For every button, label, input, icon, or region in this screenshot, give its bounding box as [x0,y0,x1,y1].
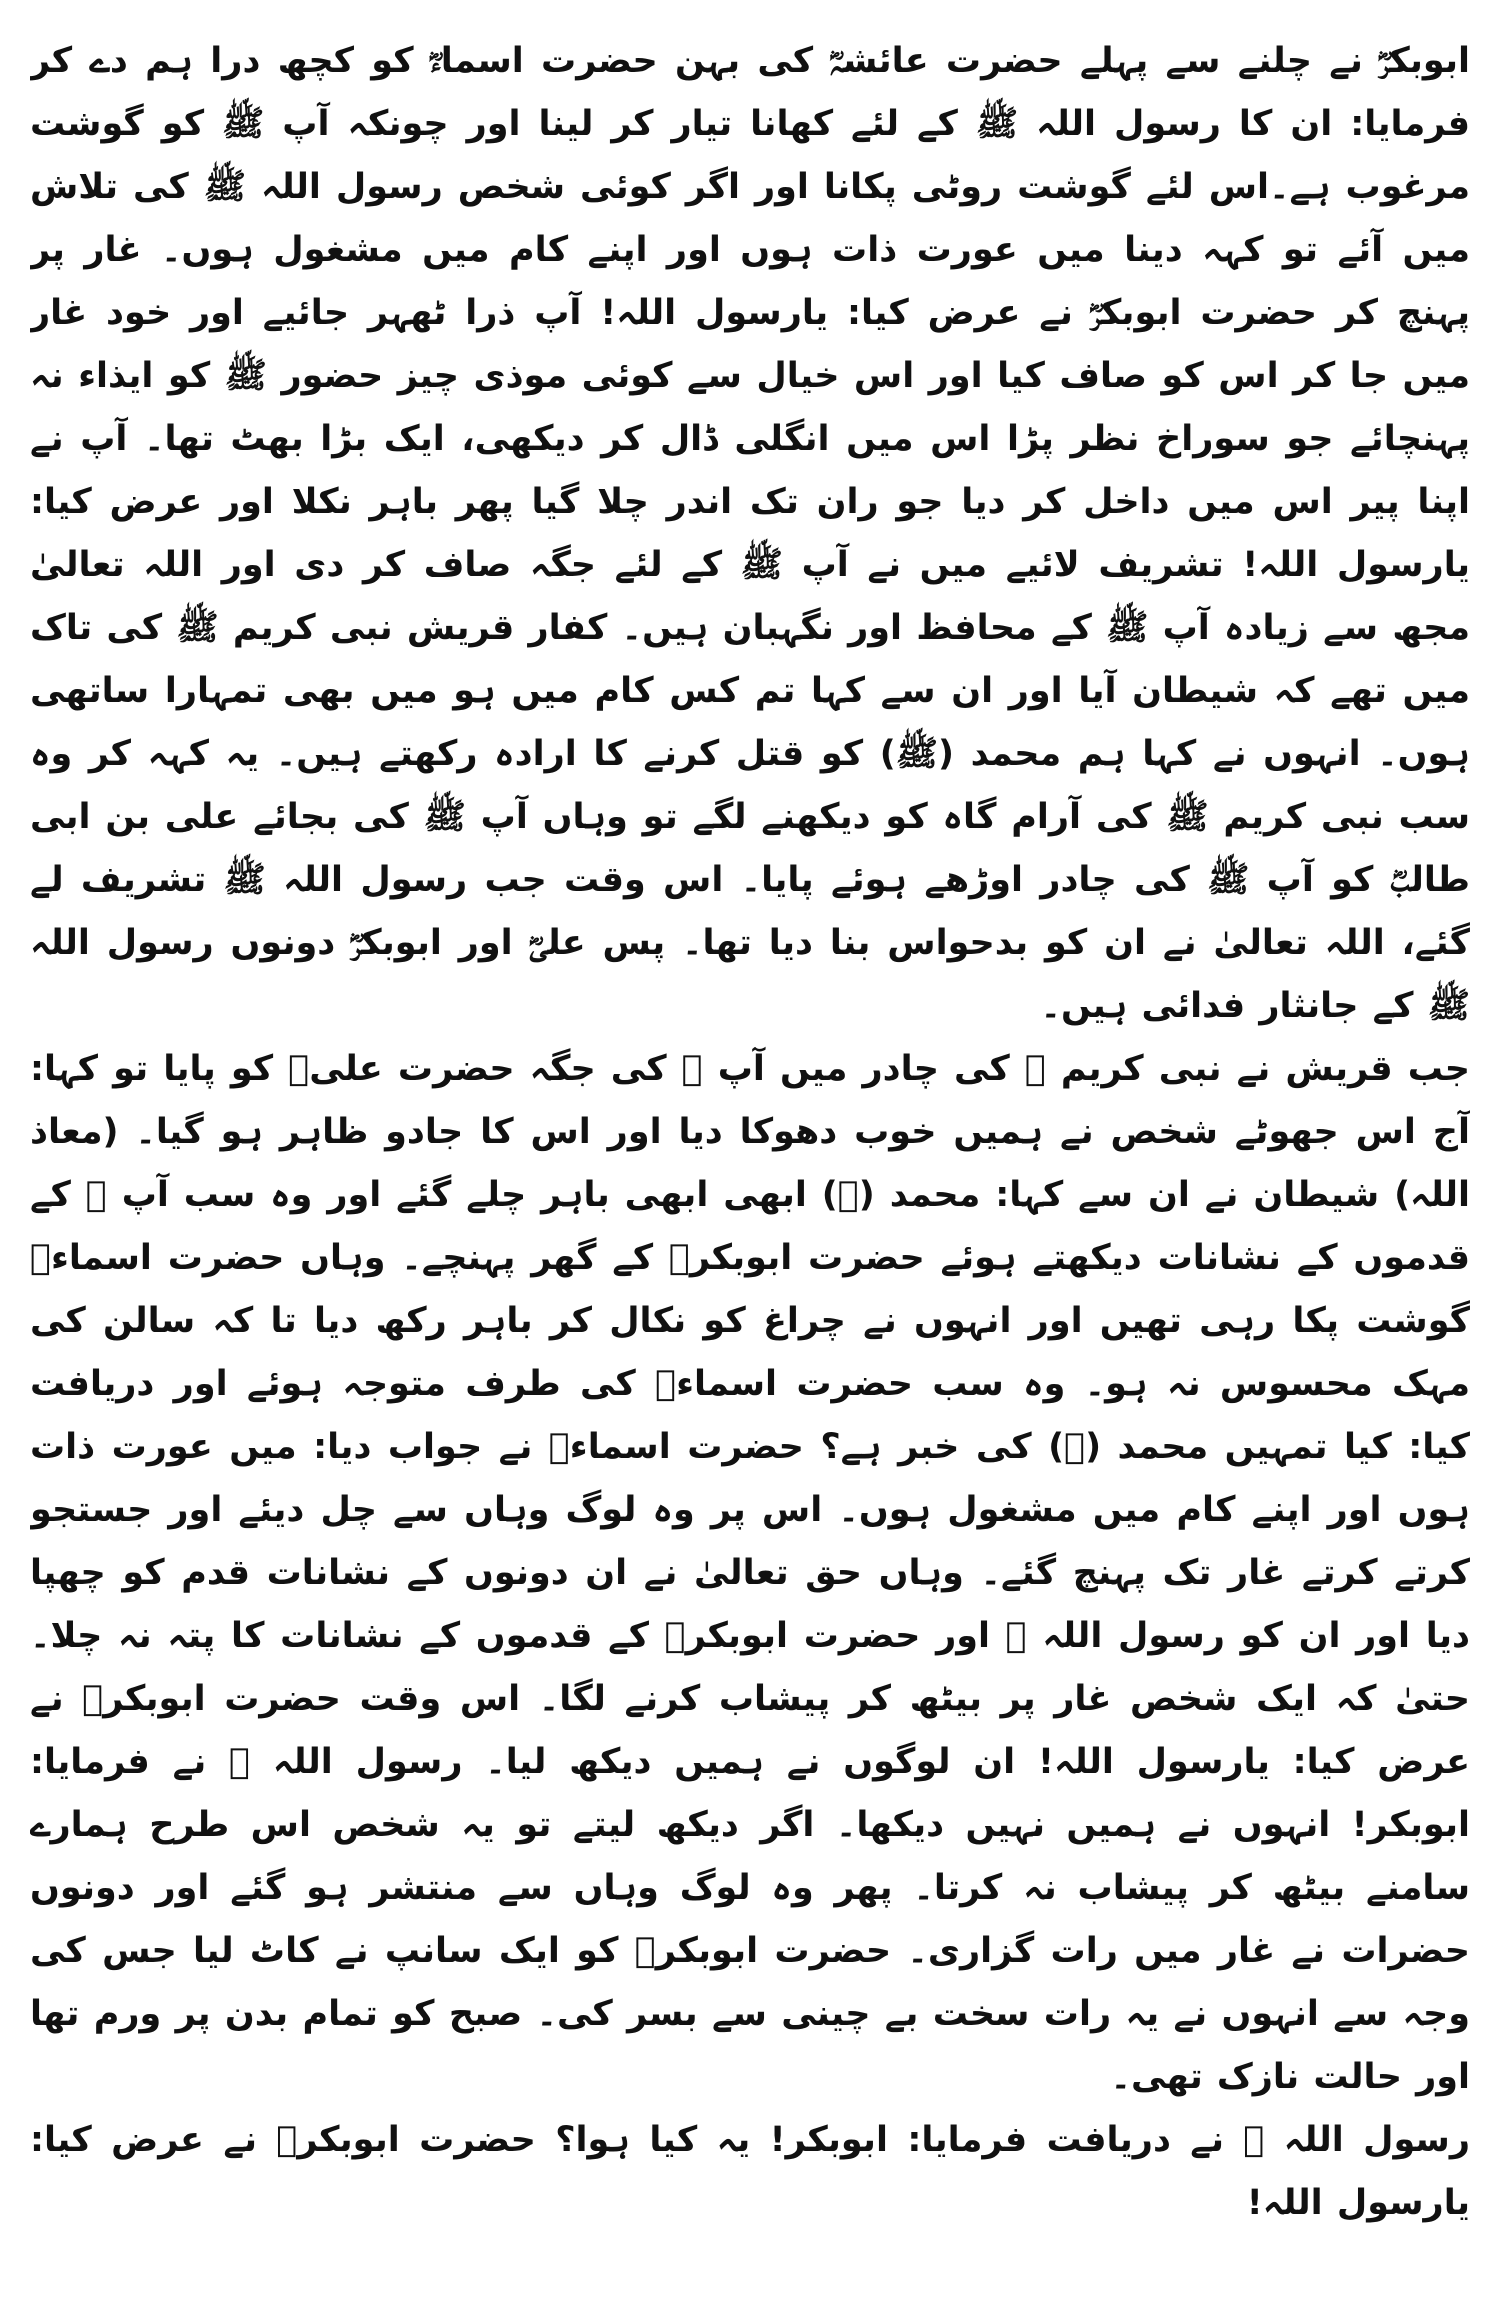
paragraph-2: جب قریش نے نبی کریم ﷺ کی چادر میں آپ ﷺ کی جگہ حضرت علیؓ کو پایا تو کہا: آج اس جھوٹے شخص نے ہمیں خوب دھوکا دیا اور اس کا جادو ظاہر ہو گیا۔ (معاذ اللہ) شیطان نے ان سے کہا: محمد (ﷺ) ابھی ابھی باہر چلے گئے اور وہ سب آپ ﷺ کے قدموں کے نشانات دیکھتے ہوئے حضرت ابوبکرؓ کے گھر پہنچے۔ وہاں حضرت اسماءؓ گوشت پکا رہی تھیں اور انہوں نے چراغ کو نکال کر باہر رکھ دیا تا کہ سالن کی مہک محسوس نہ ہو۔ وہ سب حضرت اسماءؓ کی طرف متوجہ ہوئے اور دریافت کیا: کیا تمہیں محمد (ﷺ) کی خبر ہے؟ حضرت اسماءؓ نے جواب دیا: میں عورت ذات ہوں اور اپنے کام میں مشغول ہوں۔ اس پر وہ لوگ وہاں سے چل دیئے اور جستجو کرتے کرتے غار تک پہنچ گئے۔ وہاں حق تعالیٰ نے ان دونوں کے نشانات قدم کو چھپا دیا اور ان کو رسول اللہ ﷺ اور حضرت ابوبکرؓ کے قدموں کے نشانات کا پتہ نہ چلا۔ حتیٰ کہ ایک شخص غار پر بیٹھ کر پیشاب کرنے لگا۔ اس وقت حضرت ابوبکرؓ نے عرض کیا: یارسول اللہ! ان لوگوں نے ہمیں دیکھ لیا۔ رسول اللہ ﷺ نے فرمایا: ابوبکر! انہوں نے ہمیں نہیں دیکھا۔ اگر دیکھ لیتے تو یہ شخص اس طرح ہمارے سامنے بیٹھ کر پیشاب نہ کرتا۔ پھر وہ لوگ وہاں سے منتشر ہو گئے اور دونوں حضرات نے غار میں رات گزاری۔ حضرت ابوبکرؓ کو ایک سانپ نے کاٹ لیا جس کی وجہ سے انہوں نے یہ رات سخت بے چینی سے بسر کی۔ صبح کو تمام بدن پر ورم تھا اور حالت نازک تھی۔ [30,1049,1470,2097]
paragraph-3: رسول اللہ ﷺ نے دریافت فرمایا: ابوبکر! یہ کیا ہوا؟ حضرت ابوبکرؓ نے عرض کیا: یارسول اللہ! [30,2120,1470,2223]
document-page [30,30,1470,2270]
paragraph-1: ابوبکرؓ نے چلنے سے پہلے حضرت عائشہؓ کی بہن حضرت اسماءؓ کو کچھ درا ہم دے کر فرمایا: ان کا رسول اللہ ﷺ کے لئے کھانا تیار کر لینا اور چونکہ آپ ﷺ کو گوشت مرغوب ہے۔اس لئے گوشت روٹی پکانا اور اگر کوئی شخص رسول اللہ ﷺ کی تلاش میں آئے تو کہہ دینا میں عورت ذات ہوں اور اپنے کام میں مشغول ہوں۔ غار پر پہنچ کر حضرت ابوبکرؓ نے عرض کیا: یارسول اللہ! آپ ذرا ٹھہر جائیے اور خود غار میں جا کر اس کو صاف کیا اور اس خیال سے کوئی موذی چیز حضور ﷺ کو ایذاء نہ پہنچائے جو سوراخ نظر پڑا اس میں انگلی ڈال کر دیکھی، ایک بڑا بھٹ تھا۔ آپ نے اپنا پیر اس میں داخل کر دیا جو ران تک اندر چلا گیا پھر باہر نکلا اور عرض کیا: یارسول اللہ! تشریف لائیے میں نے آپ ﷺ کے لئے جگہ صاف کر دی اور اللہ تعالیٰ مجھ سے زیادہ آپ ﷺ کے محافظ اور نگہبان ہیں۔ کفار قریش نبی کریم ﷺ کی تاک میں تھے کہ شیطان آیا اور ان سے کہا تم کس کام میں ہو میں بھی تمہارا ساتھی ہوں۔ انہوں نے کہا ہم محمد (ﷺ) کو قتل کرنے کا ارادہ رکھتے ہیں۔ یہ کہہ کر وہ سب نبی کریم ﷺ کی آرام گاہ کو دیکھنے لگے تو وہاں آپ ﷺ کی بجائے علی بن ابی طالبؓ کو آپ ﷺ کی چادر اوڑھے ہوئے پایا۔ اس وقت جب رسول اللہ ﷺ تشریف لے گئے، اللہ تعالیٰ نے ان کو بدحواس بنا دیا تھا۔ پس علیؓ اور ابوبکرؓ دونوں رسول اللہ ﷺ کے جانثار فدائی ہیں۔ [30,41,1470,1026]
